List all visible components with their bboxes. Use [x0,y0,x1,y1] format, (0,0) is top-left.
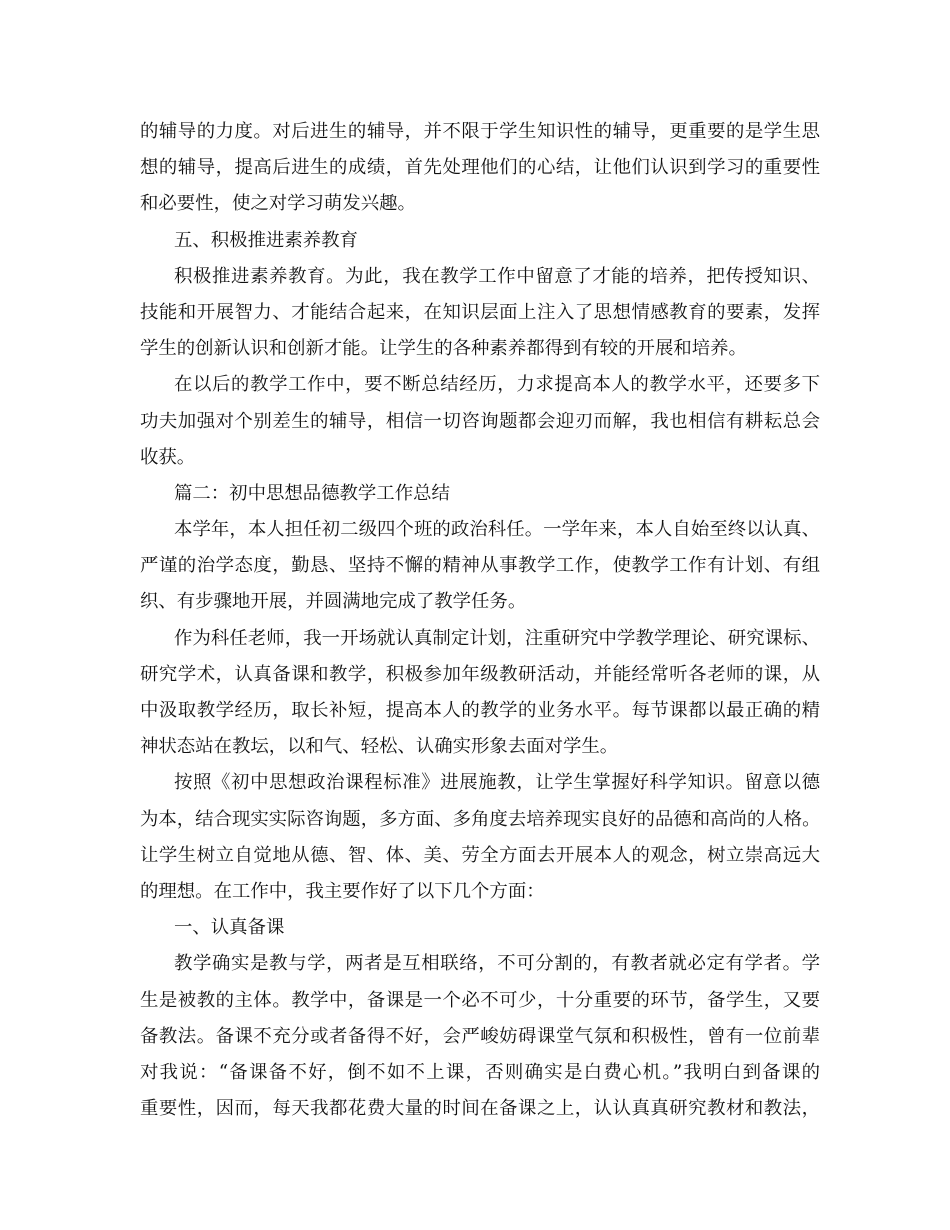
section-heading: 一、认真备课 [174,917,285,939]
text-line: 织、有步骤地开展，并圆满地完成了教学任务。 [140,591,527,613]
text-line: 收获。 [140,446,196,468]
text-line: 在以后的教学工作中，要不断总结经历，力求提高本人的教学水平，还要多下 [174,374,820,396]
text-line: 的理想。在工作中，我主要作好了以下几个方面： [140,880,545,902]
text-line: 严谨的治学态度，勤恳、坚持不懈的精神从事教学工作，使教学工作有计划、有组 [140,555,820,577]
section-heading: 五、积极推进素养教育 [174,229,358,251]
text-line: 对我说：“备课备不好，倒不如不上课，否则确实是白费心机。”我明白到备课的 [140,1061,820,1083]
text-line: 神状态站在教坛，以和气、轻松、认确实形象去面对学生。 [140,736,619,758]
text-line: 教学确实是教与学，两者是互相联络，不可分割的，有教者就必定有学者。学 [174,953,820,975]
text-line: 学生的创新认识和创新才能。让学生的各种素养都得到有较的开展和培养。 [140,338,747,360]
text-line: 生是被教的主体。教学中，备课是一个必不可少，十分重要的环节，备学生，又要 [140,989,820,1011]
text-line: 备教法。备课不充分或者备得不好，会严峻妨碍课堂气氛和积极性，曾有一位前辈 [140,1025,820,1047]
text-line: 让学生树立自觉地从德、智、体、美、劳全方面去开展本人的观念，树立崇高远大 [140,844,820,866]
text-line: 为本，结合现实实际咨询题，多方面、多角度去培养现实良好的品德和高尚的人格。 [140,808,821,830]
text-line: 本学年，本人担任初二级四个班的政治科任。一学年来，本人自始至终以认真、 [174,519,820,541]
text-line: 积极推进素养教育。为此，我在教学工作中留意了才能的培养，把传授知识、 [174,265,820,287]
section-heading: 篇二：初中思想品德教学工作总结 [174,482,450,504]
text-line: 重要性，因而，每天我都花费大量的时间在备课之上，认认真真研究教材和教法， [140,1098,820,1120]
document-page [140,114,820,1127]
text-line: 按照《初中思想政治课程标准》进展施教，让学生掌握好科学知识。留意以德 [174,772,820,794]
text-line: 的辅导的力度。对后进生的辅导，并不限于学生知识性的辅导，更重要的是学生思 [140,121,820,142]
text-line: 功夫加强对个别差生的辅导，相信一切咨询题都会迎刃而解，我也相信有耕耘总会 [140,410,820,432]
text-line: 中汲取教学经历，取长补短，提高本人的教学的业务水平。每节课都以最正确的精 [140,700,820,721]
text-line: 技能和开展智力、才能结合起来，在知识层面上注入了思想情感教育的要素，发挥 [140,301,820,323]
text-line: 和必要性，使之对学习萌发兴趣。 [140,193,416,215]
text-line: 作为科任老师，我一开场就认真制定计划，注重研究中学教学理论、研究课标、 [174,627,820,649]
text-line: 想的辅导，提高后进生的成绩，首先处理他们的心结，让他们认识到学习的重要性 [140,157,820,179]
text-line: 研究学术，认真备课和教学，积极参加年级教研活动，并能经常听各老师的课，从 [140,663,820,685]
